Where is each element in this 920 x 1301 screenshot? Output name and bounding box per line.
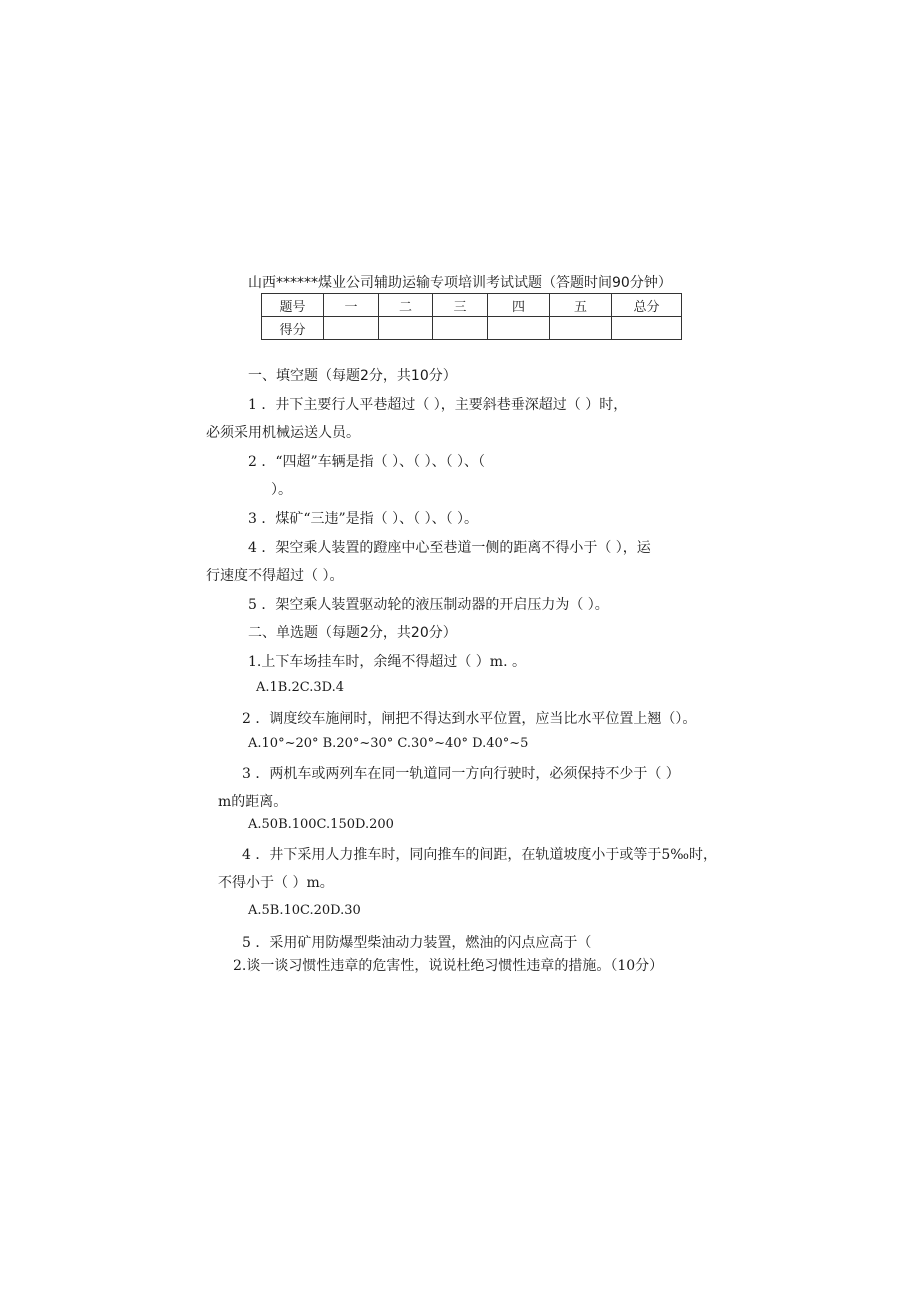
score-header-cell: 一 xyxy=(324,294,379,317)
question-line: 3 ．两机车或两列车在同一轨道同一方向行驶时，必须保持不少于（ ） xyxy=(242,766,680,782)
score-cell xyxy=(612,317,682,340)
question-line: 4 ．架空乘人装置的蹬座中心至巷道一侧的距离不得小于（ ），运 xyxy=(248,540,651,556)
question-line: 2 ．调度绞车施闸时，闸把不得达到水平位置，应当比水平位置上翘（）。 xyxy=(242,711,697,727)
question-line: 必须采用机械运送人员。 xyxy=(206,425,360,441)
section-heading-fill-blank: 一、填空题（每题2分，共10分） xyxy=(248,368,457,384)
score-table-header-row xyxy=(262,294,682,317)
answer-options: A.10°~20° B.20°~30° C.30°~40° D.40°~5 xyxy=(248,736,529,751)
question-line: 3 ．煤矿“三违”是指（ ）、（ ）、（ ）。 xyxy=(248,511,479,527)
score-header-cell: 四 xyxy=(488,294,550,317)
question-line: 1 ．井下主要行人平巷超过（ ），主要斜巷垂深超过（ ）时， xyxy=(248,397,628,413)
section-heading-single-choice: 二、单选题（每题2分，共20分） xyxy=(248,625,457,641)
score-cell xyxy=(488,317,550,340)
score-table xyxy=(261,293,682,340)
score-table-score-row xyxy=(262,317,682,340)
score-cell xyxy=(433,317,488,340)
question-line: 不得小于（ ）m。 xyxy=(218,875,334,891)
score-header-cell: 题号 xyxy=(262,294,324,317)
exam-title: 山西******煤业公司辅助运输专项培训考试试题（答题时间90分钟） xyxy=(248,275,672,291)
score-cell xyxy=(324,317,379,340)
score-cell xyxy=(379,317,433,340)
score-row-label: 得分 xyxy=(262,317,324,340)
question-line: m的距离。 xyxy=(218,794,288,810)
question-line: 行速度不得超过（ ）。 xyxy=(206,568,344,584)
question-line: 2 ．“四超”车辆是指（ ）、（ ）、（ ）、（ xyxy=(248,454,486,470)
score-header-cell: 二 xyxy=(379,294,433,317)
question-line: ）。 xyxy=(271,482,292,498)
answer-options: A.5B.10C.20D.30 xyxy=(248,903,361,918)
essay-question: 2.谈一谈习惯性违章的危害性，说说杜绝习惯性违章的措施。（10分） xyxy=(233,958,664,974)
score-header-cell: 五 xyxy=(550,294,612,317)
answer-options: A.1B.2C.3D.4 xyxy=(256,680,344,695)
question-line: 4 ．井下采用人力推车时，同向推车的间距，在轨道坡度小于或等于5‰时， xyxy=(242,847,718,863)
question-line: 5 ．采用矿用防爆型柴油动力装置，燃油的闪点应高于（ xyxy=(242,935,592,951)
score-header-cell: 三 xyxy=(433,294,488,317)
question-line: 1.上下车场挂车时，余绳不得超过（ ）m. 。 xyxy=(248,654,526,670)
score-header-cell: 总分 xyxy=(612,294,682,317)
score-cell xyxy=(550,317,612,340)
answer-options: A.50B.100C.150D.200 xyxy=(248,817,394,832)
question-line: 5 ．架空乘人装置驱动轮的液压制动器的开启压力为（ ）。 xyxy=(248,597,609,613)
